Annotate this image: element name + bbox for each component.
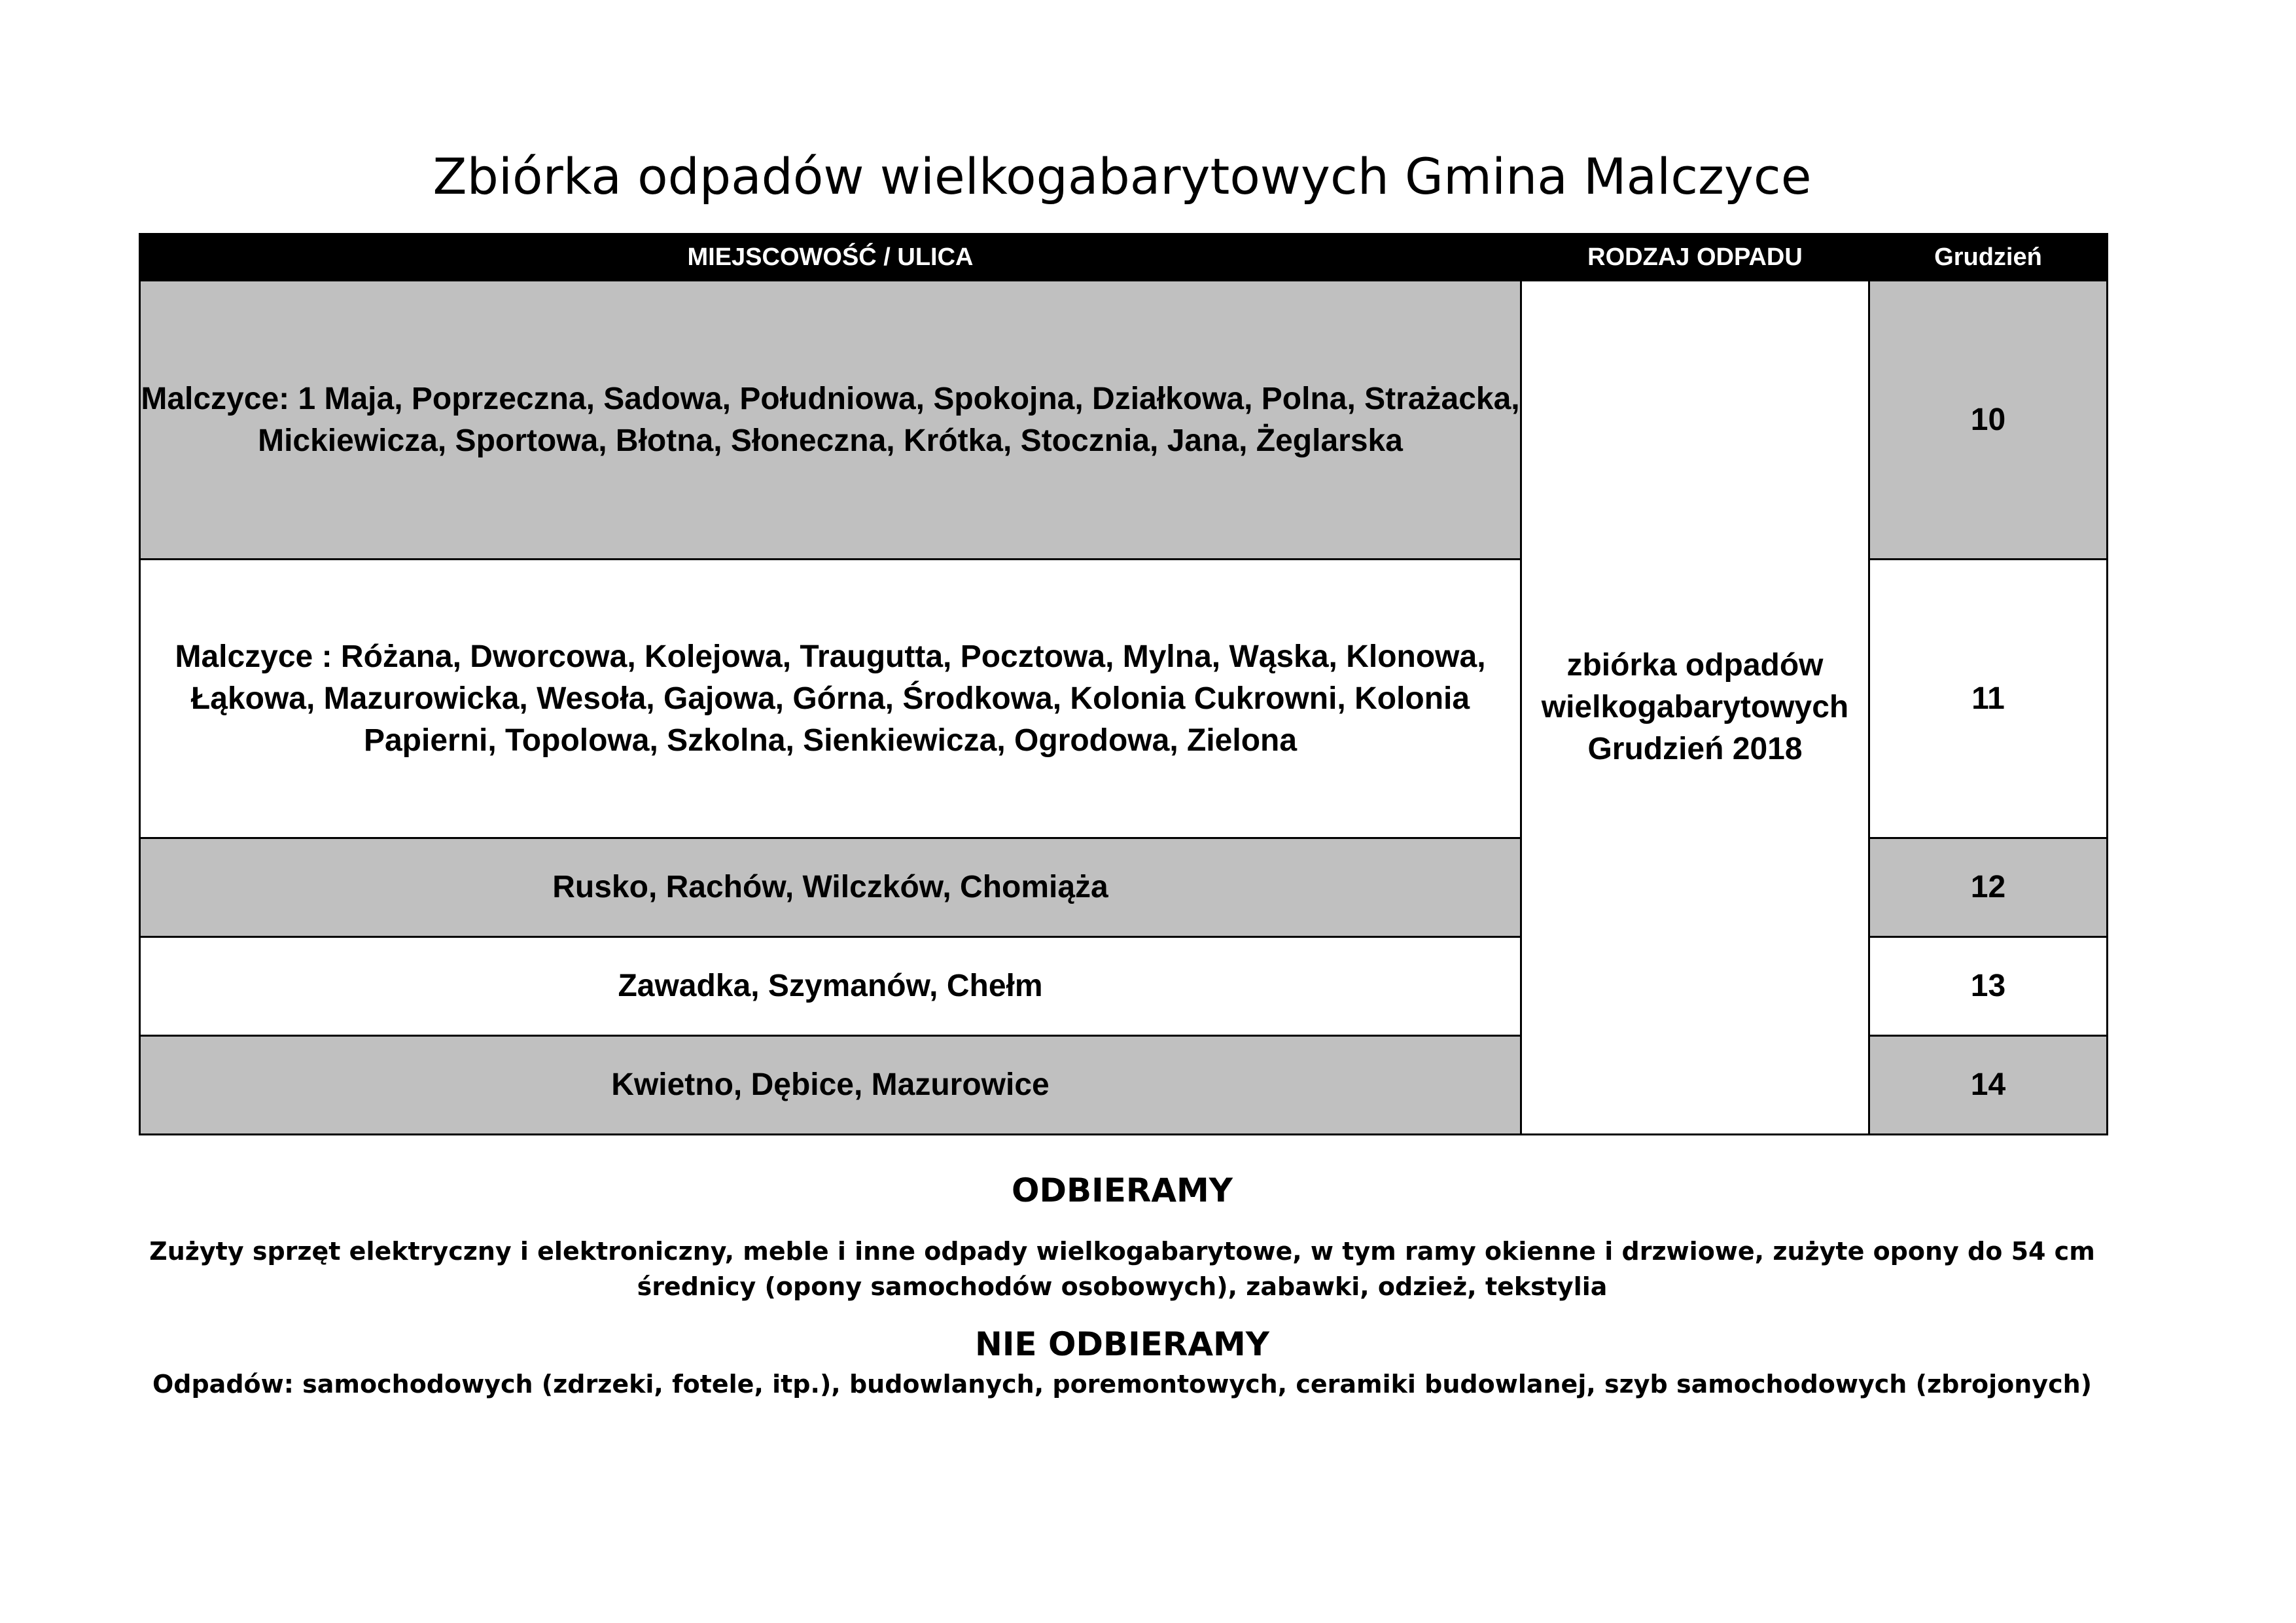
day-cell: 13 [1869, 937, 2108, 1036]
day-cell: 14 [1869, 1036, 2108, 1135]
accepted-heading: ODBIERAMY [1011, 1171, 1233, 1209]
header-waste-type: RODZAJ ODPADU [1521, 234, 1869, 281]
header-month: Grudzień [1869, 234, 2108, 281]
accepted-text: Zużyty sprzęt elektryczny i elektroniczny, meble i inne odpady wielkogabarytowe, w tym ramy okienne i drzwiowe, zużyte opony do 54 cm średnicy (opony samochodów osobowych), zabawki, odzież, tekstylia [149, 1237, 2095, 1301]
day-cell: 12 [1869, 838, 2108, 937]
table-row [140, 281, 2108, 560]
waste-type-cell: zbiórka odpadów wielkogabarytowych Grudzień 2018 [1521, 281, 1869, 1135]
day-cell: 11 [1869, 560, 2108, 838]
location-cell: Kwietno, Dębice, Mazurowice [140, 1036, 1521, 1135]
location-cell: Malczyce: 1 Maja, Poprzeczna, Sadowa, Południowa, Spokojna, Działkowa, Polna, Strażacka, Mickiewicza, Sportowa, Błotna, Słoneczna, Krótka, Stocznia, Jana, Żeglarska [140, 281, 1521, 560]
location-cell: Malczyce : Różana, Dworcowa, Kolejowa, Traugutta, Pocztowa, Mylna, Wąska, Klonowa, Łąkowa, Mazurowicka, Wesoła, Gajowa, Górna, Środkowa, Kolonia Cukrowni, Kolonia Papierni, Topolowa, Szkolna, Sienkiewicza, Ogrodowa, Zielona [140, 560, 1521, 838]
day-cell: 10 [1869, 281, 2108, 560]
location-cell: Rusko, Rachów, Wilczków, Chomiąża [140, 838, 1521, 937]
table-header-row [140, 234, 2108, 281]
not-accepted-heading: NIE ODBIERAMY [974, 1325, 1270, 1363]
collection-schedule-table [139, 233, 2108, 1135]
header-location: MIEJSCOWOŚĆ / ULICA [140, 234, 1521, 281]
page-title: Zbiórka odpadów wielkogabarytowych Gmina Malczyce [433, 147, 1812, 205]
location-cell: Zawadka, Szymanów, Chełm [140, 937, 1521, 1036]
not-accepted-text: Odpadów: samochodowych (zdrzeki, fotele, itp.), budowlanych, poremontowych, ceramiki budowlanej, szyb samochodowych (zbrojonych) [152, 1370, 2093, 1399]
